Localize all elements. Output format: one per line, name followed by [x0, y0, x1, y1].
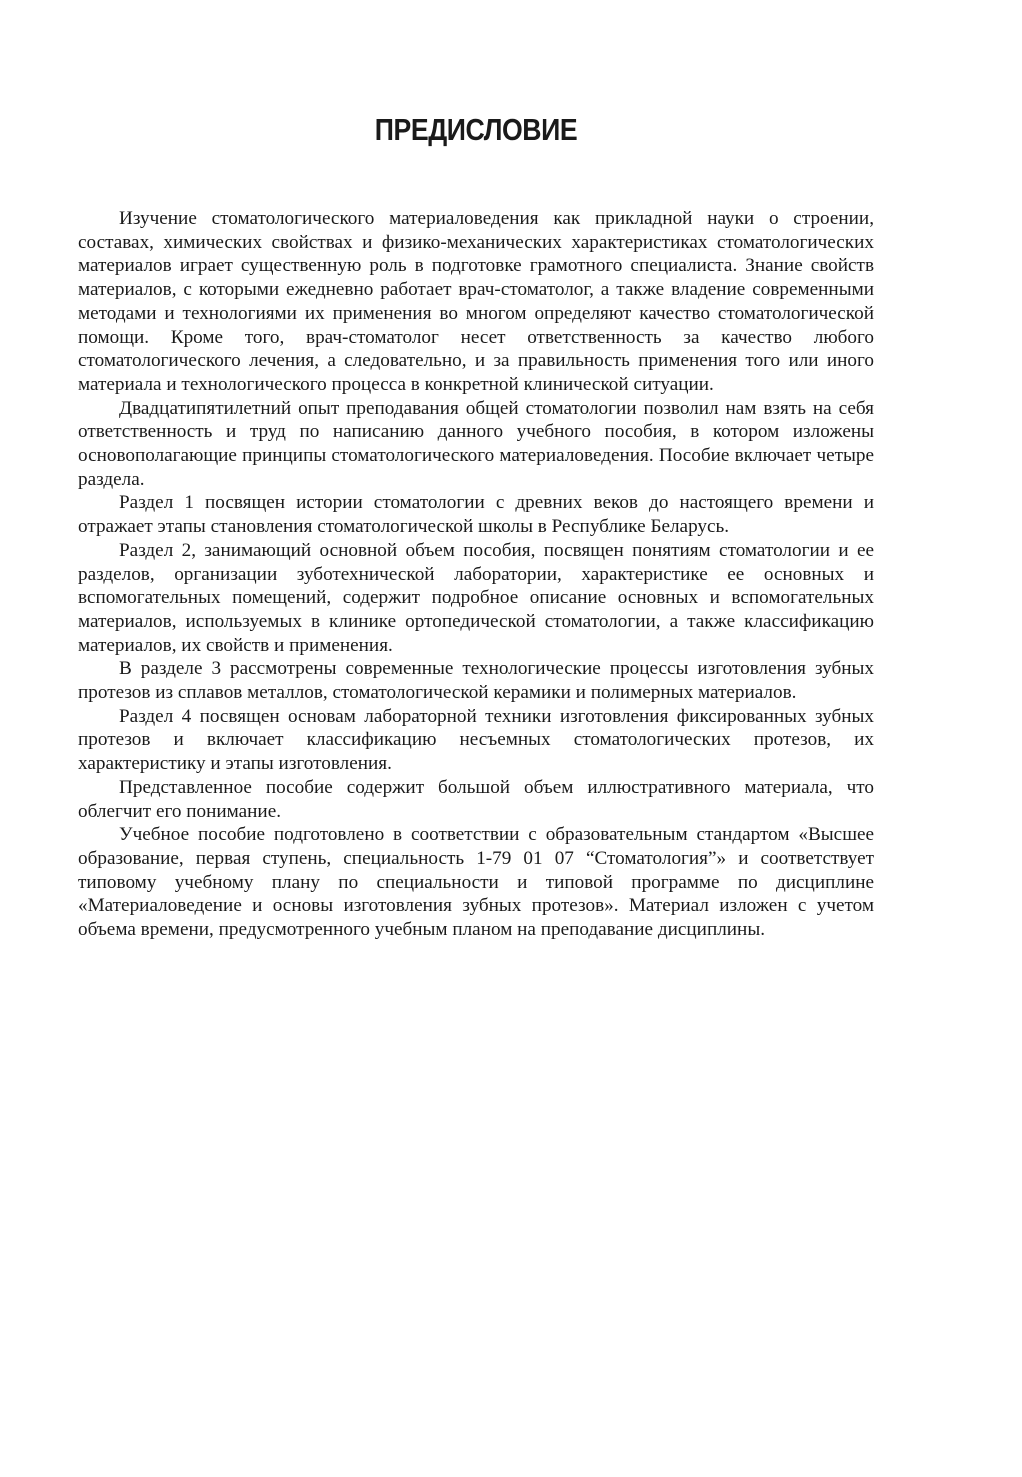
paragraph: В разделе 3 рассмотрены современные технологические процессы изготовления зубных протезов из сплавов металлов, стоматологической керамики и полимерных материалов. — [78, 658, 874, 704]
paragraph: Раздел 4 посвящен основам лабораторной техники изготовления фиксированных зубных протезов и включает классификацию несъемных стоматологических протезов, их характеристику и этапы изготовления. — [78, 705, 874, 775]
paragraph: Раздел 1 посвящен истории стоматологии с древних веков до настоящего времени и отражает этапы становления стоматологической школы в Республике Беларусь. — [78, 492, 874, 538]
paragraph: Раздел 2, занимающий основной объем пособия, посвящен понятиям стоматологии и ее разделов, организации зуботехнической лаборатории, характеристике ее основных и вспомогательных помещений, содержит подробное описание основных и вспомогательных материалов, используемых в клинике ортопедической стоматологии, а также классификацию материалов, их свойств и применения. — [78, 539, 874, 656]
preface-body — [78, 207, 874, 942]
paragraph: Двадцатипятилетний опыт преподавания общей стоматологии позволил нам взять на себя ответственность и труд по написанию данного учебного пособия, в котором изложены основополагающие принципы стоматологического материаловедения. Пособие включает четыре раздела. — [78, 397, 874, 490]
page-title: ПРЕДИСЛОВИЕ — [374, 112, 578, 147]
paragraph: Представленное пособие содержит большой объем иллюстративного материала, что облегчит его понимание. — [78, 776, 874, 822]
paragraph: Изучение стоматологического материаловедения как прикладной науки о строении, составах, химических свойствах и физико-механических характеристиках стоматологических материалов играет существенную роль в подготовке грамотного специалиста. Знание свойств материалов, с которыми ежедневно работает врач-стоматолог, а также владение современными методами и технологиями их применения во многом определяют качество стоматологической помощи. Кроме того, врач-стоматолог несет ответственность за качество любого стоматологического лечения, а следовательно, и за правильность применения того или иного материала и технологического процесса в конкретной клинической ситуации. — [78, 208, 874, 395]
paragraph: Учебное пособие подготовлено в соответствии с образовательным стандартом «Высшее образование, первая ступень, специальность 1-79 01 07 “Стоматология”» и соответствует типовому учебному плану по специальности и типовой программе по дисциплине «Материаловедение и основы изготовления зубных протезов». Материал изложен с учетом объема времени, предусмотренного учебным планом на преподавание дисциплины. — [78, 824, 874, 941]
